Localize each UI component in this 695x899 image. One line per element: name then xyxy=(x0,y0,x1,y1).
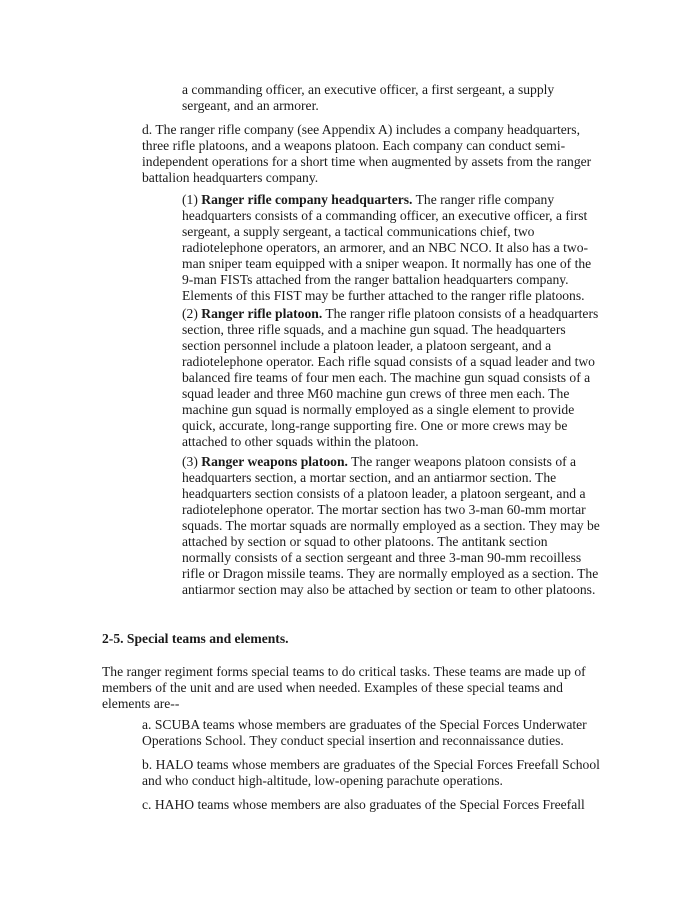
continuation-paragraph: a commanding officer, an executive officer, a first sergeant, a supply sergeant, and an armorer. xyxy=(182,82,555,113)
section-heading: 2-5. Special teams and elements. xyxy=(102,631,289,646)
company-paragraph: d. The ranger rifle company (see Appendix A) includes a company headquarters, three rifle platoons, and a weapons platoon. Each company can conduct semi-independent operations for a short time when augmented by assets from the ranger battalion headquarters company. xyxy=(142,122,592,185)
list-item-b: b. HALO teams whose members are graduates of the Special Forces Freefall School and who conduct high-altitude, low-opening parachute operations. xyxy=(142,757,600,788)
hq-paragraph xyxy=(182,192,600,304)
weapons-platoon-number: (3) xyxy=(182,454,198,469)
hq-body: The ranger rifle company headquarters consists of a commanding officer, an executive officer, a first sergeant, a supply sergeant, a tactical communications chief, two radiotelephone operators, an armorer, and an NBC NCO. It also has a two-man sniper team equipped with a sniper weapon. It normally has one of the 9-man FISTs attached from the ranger battalion headquarters company. Elements of this FIST may be further attached to the ranger rifle platoons. xyxy=(182,192,592,303)
list-item-c: c. HAHO teams whose members are also graduates of the Special Forces Freefall xyxy=(142,797,585,812)
rifle-platoon-paragraph xyxy=(182,306,600,450)
rifle-platoon-body: The ranger rifle platoon consists of a headquarters section, three rifle squads, and a machine gun squad. The headquarters section personnel include a platoon leader, a platoon sergeant, and a radiotelephone operator. Each rifle squad consists of a squad leader and two balanced fire teams of four men each. The machine gun squad consists of a squad leader and three M60 machine gun crews of three men each. The machine gun squad is normally employed as a single element to provide quick, accurate, long-range supporting fire. One or more crews may be attached to other squads within the platoon. xyxy=(182,306,599,449)
list-item-a: a. SCUBA teams whose members are graduates of the Special Forces Underwater Operations School. They conduct special insertion and reconnaissance duties. xyxy=(142,717,587,748)
weapons-platoon-paragraph xyxy=(182,454,600,598)
hq-number: (1) xyxy=(182,192,198,207)
rifle-platoon-title: Ranger rifle platoon. xyxy=(201,306,323,321)
intro-paragraph: The ranger regiment forms special teams to do critical tasks. These teams are made up of members of the unit and are used when needed. Examples of these special teams and elements are-- xyxy=(102,664,586,711)
rifle-platoon-number: (2) xyxy=(182,306,198,321)
hq-title: Ranger rifle company headquarters. xyxy=(201,192,413,207)
weapons-platoon-body: The ranger weapons platoon consists of a headquarters section, a mortar section, and an antiarmor section. The headquarters section consists of a platoon leader, a platoon sergeant, and a radiotelephone operator. The mortar section has two 3-man 60-mm mortar squads. The mortar squads are normally employed as a section. They may be attached by section or squad to other platoons. The antitank section normally consists of a section sergeant and three 3-man 90-mm recoilless rifle or Dragon missile teams. They are normally employed as a section. The antiarmor section may also be attached by section or team to other platoons. xyxy=(182,454,600,597)
weapons-platoon-title: Ranger weapons platoon. xyxy=(201,454,348,469)
